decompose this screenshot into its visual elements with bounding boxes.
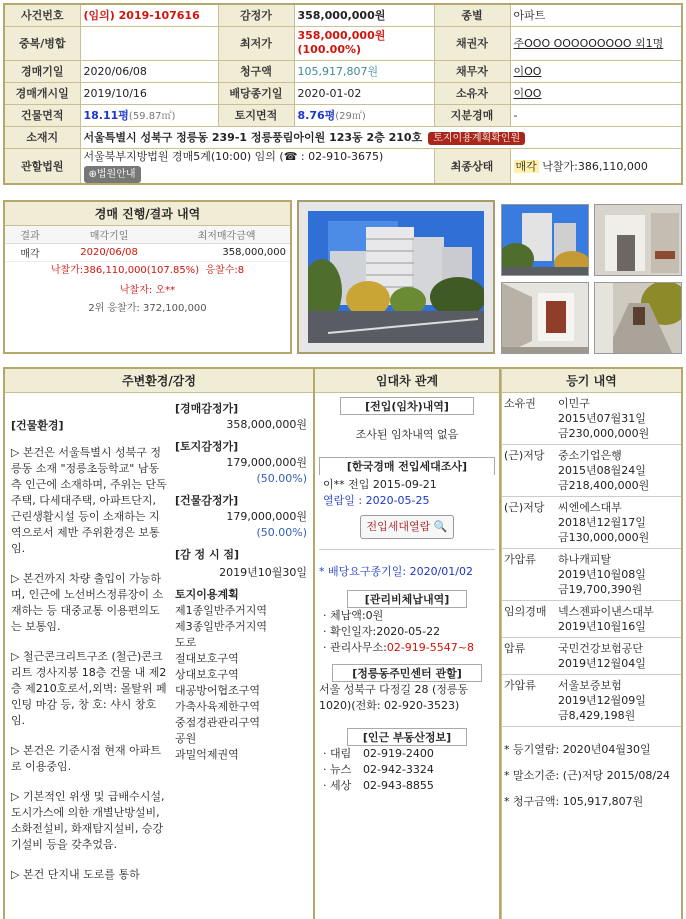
registry-details <box>558 678 681 723</box>
registry-line: 금8,429,198원 <box>558 709 636 722</box>
registry-notes <box>502 727 681 815</box>
registry-line: 2019년12월09일 <box>558 694 646 707</box>
owner-label: 소유자 <box>434 82 510 104</box>
min-price-pct: (100.00%) <box>297 43 362 56</box>
claim-label: 청구액 <box>218 60 294 82</box>
thumb-image-4 <box>595 283 682 354</box>
sold-badge: 매각 <box>515 159 537 173</box>
land-appraisal-heading: [토지감정가] <box>175 440 239 453</box>
lease-title: 임대차 관계 <box>315 369 499 393</box>
registry-line: 2015년07월31일 <box>558 412 646 425</box>
date-col-header: 매각기일 <box>55 226 163 243</box>
address-value: 서울특별시 성북구 정릉동 239-1 정릉풍림아이원 123동 2층 210호 <box>83 131 423 144</box>
creditor-label: 채권자 <box>434 26 510 60</box>
building-area-value: 18.11평 <box>83 109 129 122</box>
address-label: 소재지 <box>4 126 80 148</box>
land-plan-item: 도로 <box>175 636 197 649</box>
dividend-deadline-note: * 배당요구종기일: 2020/01/02 <box>319 549 495 580</box>
env-paragraph: ▷ 본건은 기준시점 현재 아파트로 이용중임. <box>11 744 161 773</box>
resident-survey-heading: [한국경매 전입세대조사] <box>319 457 495 475</box>
address-cell <box>80 126 682 148</box>
land-plan-item: 중점경관관리구역 <box>175 716 261 729</box>
land-plan-heading: 토지이용계획 <box>175 588 239 601</box>
arrears-phone-label: · 관리사무소: <box>323 641 387 654</box>
thumb-photo-1[interactable] <box>501 204 589 276</box>
registry-row <box>502 497 681 549</box>
apartment-main-image <box>308 211 484 343</box>
registry-row <box>502 549 681 601</box>
result-date: 2020/06/08 <box>55 243 163 261</box>
court-cell <box>80 148 434 184</box>
appraisal-heading: [경매감정가] <box>175 402 239 415</box>
land-plan-item: 과밀억제권역 <box>175 748 239 761</box>
registry-line: 이민구 <box>558 397 590 410</box>
registry-details <box>558 500 681 545</box>
realty-heading: [인근 부동산정보] <box>347 728 467 746</box>
env-paragraph: ▷ 본건까지 차량 출입이 가능하며, 인근에 노선버스정류장이 소재하는 등 대중교통 이용편의도는 보통임. <box>11 572 164 633</box>
land-plan-item: 가축사육제한구역 <box>175 700 261 713</box>
environment-panel <box>3 367 315 919</box>
realty-item <box>319 746 495 762</box>
open-date-label: 경매개시일 <box>4 82 80 104</box>
result-table <box>5 226 290 262</box>
court-guide-label: 법원안내 <box>96 168 136 180</box>
building-env-heading: [건물환경] <box>11 419 64 432</box>
land-plan-item: 대공방어협조구역 <box>175 684 261 697</box>
creditor-link[interactable]: 주OOO OOOOOOOOO 외1명 <box>510 26 682 60</box>
land-use-plan-button[interactable]: 토지이용계획확인원 <box>428 132 525 145</box>
building-appraisal-amount: 179,000,000원 <box>226 510 307 523</box>
thumb-photo-2[interactable] <box>594 204 682 276</box>
realty-name: · 세상 <box>323 779 352 792</box>
auction-date-value: 2020/06/08 <box>80 60 218 82</box>
registry-line: 넥스젠파이낸스대부 <box>558 605 654 618</box>
registry-note: * 청구금액: 105,917,807원 <box>504 795 644 808</box>
debtor-link[interactable]: 이OO <box>510 60 682 82</box>
plus-icon: ⊕ <box>88 168 97 180</box>
registry-row <box>502 445 681 497</box>
registry-details <box>558 396 681 441</box>
appraisal-amount: 358,000,000원 <box>226 418 307 431</box>
winner: 낙찰자: 오** <box>119 284 176 296</box>
debtor-label: 채무자 <box>434 60 510 82</box>
result-price: 358,000,000 <box>163 243 290 261</box>
registry-details <box>558 448 681 493</box>
min-price-label: 최저가 <box>218 26 294 60</box>
registry-row <box>502 393 681 445</box>
registry-type: 임의경매 <box>504 605 547 618</box>
open-date-value: 2019/10/16 <box>80 82 218 104</box>
land-appraisal-amount: 179,000,000원 <box>226 456 307 469</box>
registry-line: 금130,000,000원 <box>558 531 650 544</box>
price-col-header: 최저매각금액 <box>163 226 290 243</box>
lease-content <box>315 393 499 794</box>
arrears-line: · 확인일자:2020-05-22 <box>323 625 441 638</box>
bidder-count: 응찰수:8 <box>205 264 245 276</box>
registry-line: 2018년12월17일 <box>558 516 646 529</box>
appraisal-column <box>175 401 307 763</box>
registry-details <box>558 552 681 597</box>
registry-type: 가압류 <box>504 553 536 566</box>
land-area-sub: (29㎡) <box>335 111 366 122</box>
env-paragraph: ▷ 본건 단지내 도로를 통하 <box>11 868 140 881</box>
min-price-value: 358,000,000원 <box>297 29 386 42</box>
type-label: 종별 <box>434 4 510 26</box>
registry-line: 2015년08월24일 <box>558 464 646 477</box>
realty-item <box>319 762 495 778</box>
min-price-cell <box>294 26 434 60</box>
dividend-deadline-label: 배당종기일 <box>218 82 294 104</box>
registry-type: (근)저당 <box>504 449 545 462</box>
registry-line: 금230,000,000원 <box>558 427 650 440</box>
registry-row <box>502 638 681 675</box>
case-number-label: 사건번호 <box>4 4 80 26</box>
auction-date-label: 경매기일 <box>4 60 80 82</box>
type-value: 아파트 <box>510 4 682 26</box>
thumb-image-2 <box>595 205 682 276</box>
registry-type: 소유권 <box>504 397 536 410</box>
realty-name: · 대림 <box>323 747 352 760</box>
resident-survey-date: 열람일 : 2020-05-25 <box>323 494 430 507</box>
resident-view-button[interactable] <box>360 515 455 539</box>
environment-title: 주변환경/감정 <box>5 369 313 393</box>
registry-line: 금19,700,390원 <box>558 583 643 596</box>
arrears-heading: [관리비체납내역] <box>347 590 467 608</box>
thumb-photo-3[interactable] <box>501 282 589 354</box>
env-paragraph: ▷ 본건은 서울특별시 성북구 정릉동 소재 "정릉초등학교" 남동측 인근에 소재하며, 주위는 단독주택, 다세대주택, 아파트단지, 근린생활시설 등이 소재하는 지역으로서 제반 주위환경은 보통임. <box>11 446 167 555</box>
registry-line: 중소기업은행 <box>558 449 622 462</box>
registry-row <box>502 675 681 727</box>
registry-line: 2019년10월08일 <box>558 568 646 581</box>
thumb-image-3 <box>502 283 589 354</box>
dividend-deadline-value: 2020-01-02 <box>294 82 434 104</box>
move-in-text: 조사된 임차내역 없음 <box>355 428 459 441</box>
land-appraisal-pct: (50.00%) <box>256 472 307 485</box>
search-icon: 🔍 <box>433 520 448 533</box>
final-status-label: 최종상태 <box>434 148 510 184</box>
registry-note: * 말소기준: (근)저당 2015/08/24 <box>504 769 671 782</box>
environment-text <box>11 417 168 897</box>
registry-type: (근)저당 <box>504 501 545 514</box>
dup-label: 중복/병합 <box>4 26 80 60</box>
land-plan-item: 제1종일반주거지역 <box>175 604 268 617</box>
registry-line: 씨엔에스대부 <box>558 501 622 514</box>
thumb-image-1 <box>502 205 589 276</box>
appraisal-value: 358,000,000원 <box>294 4 434 26</box>
share-auction-label: 지분경매 <box>434 104 510 126</box>
move-in-heading: [전입(임차)내역] <box>340 397 474 415</box>
resident-view-wrap <box>319 515 495 539</box>
appraisal-time-value: 2019년10월30일 <box>219 566 307 579</box>
winning-line <box>5 262 290 280</box>
env-paragraph: ▷ 기본적인 위생 및 급배수시설, 도시가스에 의한 개별난방설비, 소화전설비, 화재탐지설비, 승강기설비 등을 갖추었음. <box>11 790 165 851</box>
registry-line: 2019년12월04일 <box>558 657 646 670</box>
court-guide-button[interactable] <box>84 166 141 183</box>
final-status-value: 낙찰가:386,110,000 <box>542 159 648 173</box>
registry-title: 등기 내역 <box>502 369 681 393</box>
land-area-label: 토지면적 <box>218 104 294 126</box>
registry-line: 2019년10월16일 <box>558 620 646 633</box>
appraisal-time-heading: [감 정 시 점] <box>175 548 240 561</box>
registry-type: 가압류 <box>504 679 536 692</box>
court-value: 서울북부지방법원 경매5계(10:00) 임의 (☎ : 02-910-3675) <box>83 149 384 163</box>
realty-name: · 뉴스 <box>323 763 352 776</box>
resident-view-label: 전입세대열람 <box>366 520 431 533</box>
court-label: 관할법원 <box>4 148 80 184</box>
land-plan-item: 상대보호구역 <box>175 668 239 681</box>
land-area-value: 8.76평 <box>297 109 336 122</box>
realty-phone: 02-919-2400 <box>363 747 434 760</box>
resident-survey-line: 이** 전입 2015-09-21 <box>323 478 437 491</box>
building-area-sub: (59.87㎡) <box>128 111 176 122</box>
case-info-table <box>3 3 683 185</box>
second-bid: 2위 응찰가: 372,100,000 <box>88 302 207 314</box>
land-plan-item: 제3종일반주거지역 <box>175 620 268 633</box>
appraisal-label: 감정가 <box>218 4 294 26</box>
realty-phone: 02-943-8855 <box>363 779 434 792</box>
registry-details <box>558 641 681 671</box>
final-status-cell <box>510 148 682 184</box>
community-center-text: 서울 성북구 다정길 28 (정릉동 1020)(전화: 02-920-3523) <box>319 683 469 712</box>
owner-link[interactable]: 이OO <box>510 82 682 104</box>
building-appraisal-pct: (50.00%) <box>256 526 307 539</box>
building-area-label: 건물면적 <box>4 104 80 126</box>
thumb-photo-4[interactable] <box>594 282 682 354</box>
realty-phone: 02-942-3324 <box>363 763 434 776</box>
case-number-value: (임의) 2019-107616 <box>80 4 218 26</box>
registry-line: 하나캐피탈 <box>558 553 612 566</box>
arrears-line: · 체납액:0원 <box>323 609 384 622</box>
share-auction-value: - <box>510 104 682 126</box>
auction-result-panel <box>3 200 292 354</box>
building-area-cell <box>80 104 218 126</box>
dup-value <box>80 26 218 60</box>
main-photo[interactable] <box>297 200 495 354</box>
claim-value: 105,917,807원 <box>294 60 434 82</box>
registry-line: 금218,400,000원 <box>558 479 650 492</box>
realty-item <box>319 778 495 794</box>
arrears-phone: 02-919-5547~8 <box>386 641 474 654</box>
land-plan-item: 공원 <box>175 732 197 745</box>
registry-type: 압류 <box>504 642 526 655</box>
result-value: 매각 <box>5 243 55 261</box>
registry-panel <box>501 367 683 919</box>
registry-line: 국민건강보험공단 <box>558 642 644 655</box>
community-center-heading: [정릉동주민센터 관할] <box>332 664 482 682</box>
env-paragraph: ▷ 철근콘크리트구조 (철근)콘크리트 경사지붕 18층 건물 내 제2층 제210호로서,외벽: 몰탈위 페인팅 마감 등, 창 호: 샤시 창호임. <box>11 650 167 727</box>
result-col-header: 결과 <box>5 226 55 243</box>
registry-row <box>502 601 681 638</box>
building-appraisal-heading: [건물감정가] <box>175 494 239 507</box>
arrears-phone-line <box>319 640 495 656</box>
lease-panel <box>315 367 501 919</box>
land-plan-item: 절대보호구역 <box>175 652 239 665</box>
land-area-cell <box>294 104 434 126</box>
registry-details <box>558 604 681 634</box>
winning-price: 낙찰가:386,110,000(107.85%) <box>50 264 200 276</box>
registry-note: * 등기열람: 2020년04월30일 <box>504 743 651 756</box>
registry-line: 서울보증보험 <box>558 679 622 692</box>
result-title: 경매 진행/결과 내역 <box>5 202 290 226</box>
